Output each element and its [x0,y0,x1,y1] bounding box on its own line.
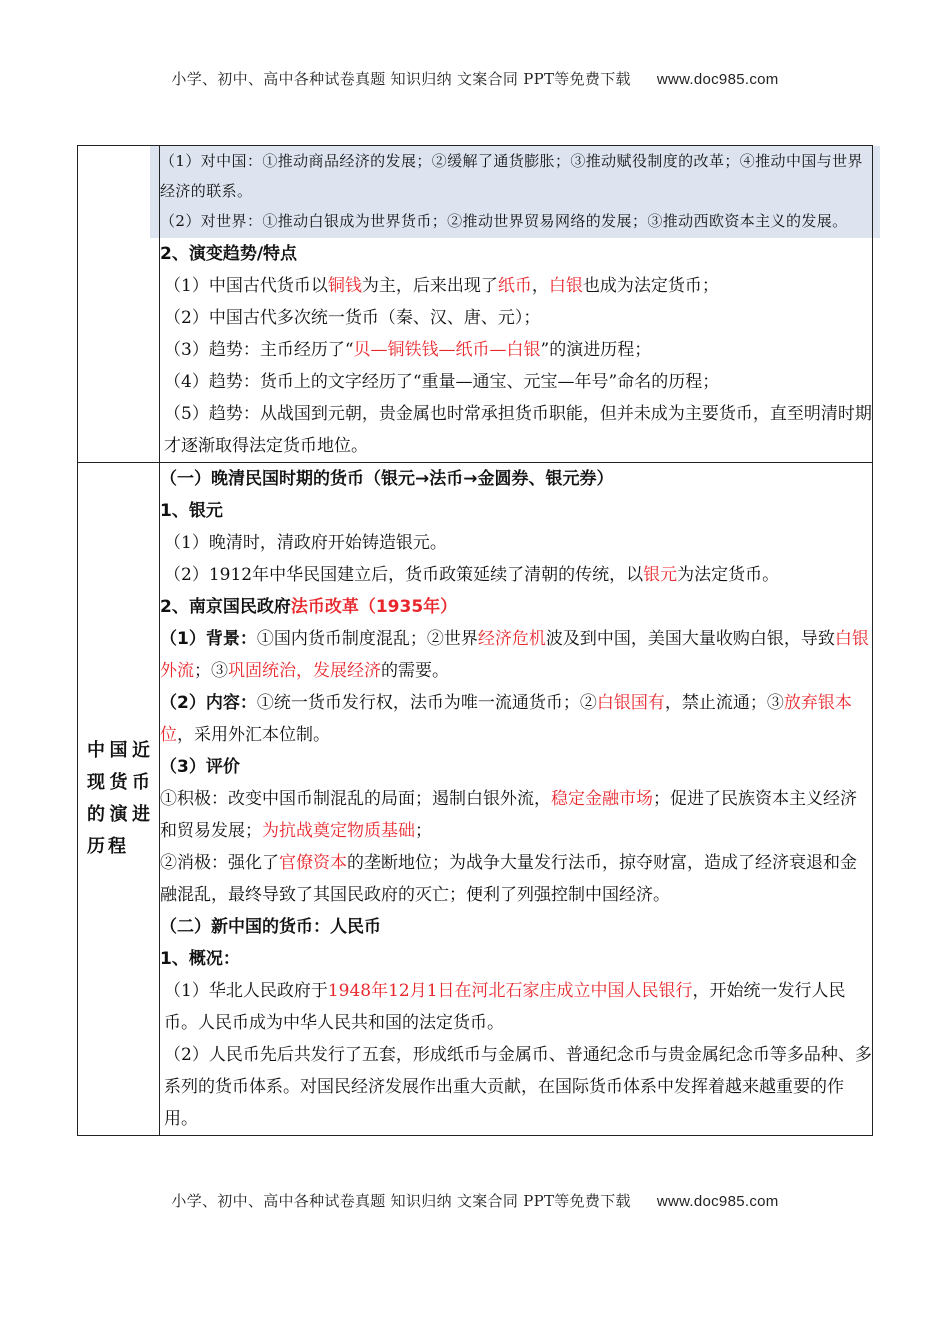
trend-item-1: （1）中国古代货币以铜钱为主，后来出现了纸币，白银也成为法定货币； [164,276,719,296]
table-row [78,146,873,463]
trend-heading: 2、演变趋势/特点 [160,244,298,264]
yinyuan-item-1: （1）晚清时，清政府开始铸造银元。 [164,533,447,553]
header-url[interactable]: www.doc985.com [656,71,779,88]
trend-item-3: （3）趋势：主币经历了“贝—铜铁钱—纸币—白银”的演进历程； [164,340,652,360]
section-title: 中国近现货币的演进历程 [87,740,153,857]
subsection-heading-1: （一）晚清民国时期的货币（银元→法币→金圆券、银元券） [160,469,614,489]
negative-evaluation: ②消极：强化了官僚资本的垄断地位；为战争大量发行法币，掠夺财富，造成了经济衰退和金融混乱，最终导致了其国民政府的灭亡；便利了列强控制中国经济。 [160,853,857,905]
overview-item-1: （1）华北人民政府于1948年12月1日在河北石家庄成立中国人民银行，开始统一发行人民币。人民币成为中华人民共和国的法定货币。 [164,981,846,1033]
trend-item-2: （2）中国古代多次统一货币（秦、汉、唐、元）； [164,308,541,328]
impact-china: （1）对中国：①推动商品经济的发展；②缓解了通货膨胀；③推动赋役制度的改革；④推动中国与世界经济的联系。 [160,152,863,200]
content-table [77,145,873,1136]
yinyuan-item-2: （2）1912年中华民国建立后，货币政策延续了清朝的传统，以银元为法定货币。 [164,565,780,585]
right-cell-ancient [160,146,873,463]
evaluation-heading: （3）评价 [160,757,240,777]
header-text: 小学、初中、高中各种试卷真题 知识归纳 文案合同 PPT等免费下载 [171,70,631,88]
yinyuan-heading: 1、银元 [160,501,223,521]
positive-evaluation: ①积极：改变中国币制混乱的局面；遏制白银外流，稳定金融市场；促进了民族资本主义经济和贸易发展；为抗战奠定物质基础； [160,789,857,841]
page-header [0,68,950,89]
trend-item-5: （5）趋势：从战国到元朝，贵金属也时常承担货币职能，但并未成为主要货币，直至明清时期才逐渐取得法定货币地位。 [164,404,872,456]
left-cell-empty [78,146,160,463]
subsection-heading-2: （二）新中国的货币：人民币 [160,917,381,937]
background-text: （1）背景：①国内货币制度混乱；②世界经济危机波及到中国，美国大量收购白银，导致白银外流；③巩固统治，发展经济的需要。 [160,629,869,681]
table-row [78,463,873,1136]
impact-world: （2）对世界：①推动白银成为世界货币；②推动世界贸易网络的发展；③推动西欧资本主义的发展。 [160,212,848,230]
page-footer [0,1190,950,1211]
left-cell-title [78,463,160,1136]
footer-text: 小学、初中、高中各种试卷真题 知识归纳 文案合同 PPT等免费下载 [171,1192,631,1210]
footer-url[interactable]: www.doc985.com [656,1193,779,1210]
right-cell-modern [160,463,873,1136]
trend-item-4: （4）趋势：货币上的文字经历了“重量—通宝、元宝—年号”命名的历程； [164,372,720,392]
fabi-heading: 2、南京国民政府法币改革（1935年） [160,597,458,617]
shaded-impact-block [150,146,880,238]
overview-item-2: （2）人民币先后共发行了五套，形成纸币与金属币、普通纪念币与贵金属纪念币等多品种、多系列的货币体系。对国民经济发展作出重大贡献，在国际货币体系中发挥着越来越重要的作用。 [164,1045,872,1129]
content-text: （2）内容：①统一货币发行权，法币为唯一流通货币；②白银国有，禁止流通；③放弃银本位，采用外汇本位制。 [160,693,852,745]
overview-heading: 1、概况： [160,949,240,969]
